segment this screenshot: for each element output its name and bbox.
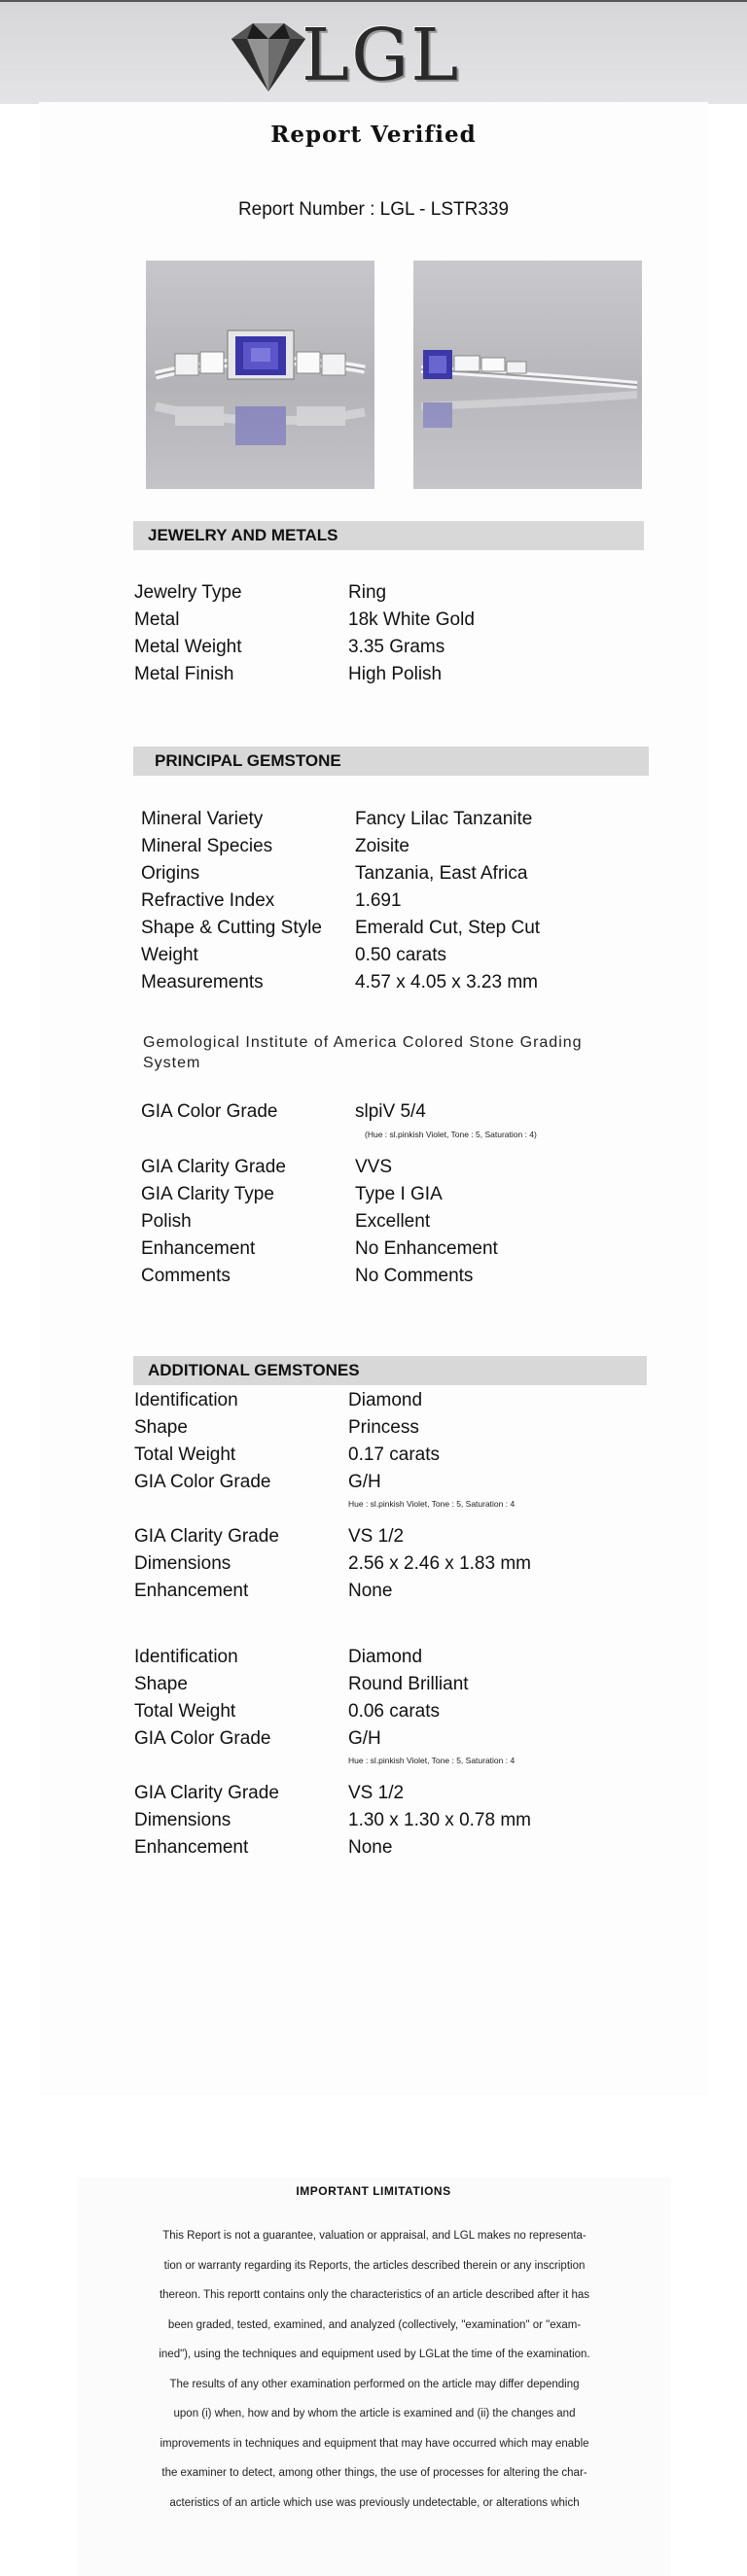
gia-color-grade-value: slpiV 5/4 <box>355 1101 426 1122</box>
stone2-identification-label: Identification <box>134 1647 238 1667</box>
diamond-icon <box>224 17 311 95</box>
jewelry-type-value: Ring <box>348 582 387 603</box>
origins-label: Origins <box>141 863 200 884</box>
limitations-text <box>102 2221 647 2518</box>
stone1-total-weight-value: 0.17 carats <box>348 1445 440 1465</box>
stone1-color-grade-value: G/H <box>348 1472 381 1492</box>
header-bar <box>0 0 747 104</box>
page-title: Report Verified <box>270 122 477 148</box>
gia-color-grade-label: GIA Color Grade <box>141 1101 278 1122</box>
refractive-index-value: 1.691 <box>355 890 402 911</box>
gia-color-grade-note: (Hue : sl.pinkish Violet, Tone : 5, Saturation : 4) <box>365 1130 537 1139</box>
limitations-line: thereon. This reportt contains only the characteristics of an article described after it has <box>159 2289 590 2301</box>
stone2-color-grade-note: Hue : sl.pinkish Violet, Tone : 5, Saturation : 4 <box>348 1756 516 1765</box>
metal-value: 18k White Gold <box>348 609 475 630</box>
limitations-line: tion or warranty regarding its Reports, the articles described therein or any inscription <box>163 2259 586 2272</box>
gia-clarity-type-label: GIA Clarity Type <box>141 1184 274 1204</box>
limitations-line: been graded, tested, examined, and analyzed (collectively, "examination" or "exam- <box>167 2318 582 2331</box>
stone1-shape-value: Princess <box>348 1417 419 1438</box>
logo-text: LGL <box>302 14 461 97</box>
limitations-title: IMPORTANT LIMITATIONS <box>296 2184 451 2198</box>
metal-weight-value: 3.35 Grams <box>348 637 445 657</box>
stone1-dimensions-value: 2.56 x 2.46 x 1.83 mm <box>348 1553 531 1574</box>
weight-value: 0.50 carats <box>355 945 446 965</box>
metal-finish-value: High Polish <box>348 664 443 684</box>
report-number: Report Number : LGL - LSTR339 <box>237 199 510 220</box>
weight-label: Weight <box>141 945 198 965</box>
stone1-shape-label: Shape <box>134 1417 188 1438</box>
limitations-line: improvements in techniques and equipment that may have occurred which may enable <box>160 2437 589 2450</box>
stone1-color-grade-note: Hue : sl.pinkish Violet, Tone : 5, Saturation : 4 <box>348 1499 516 1509</box>
section-additional-gemstones: ADDITIONAL GEMSTONES <box>133 1356 647 1385</box>
ring-photo-side <box>413 261 642 489</box>
origins-value: Tanzania, East Africa <box>355 863 528 884</box>
limitations-line: the examiner to detect, among other things, the use of processes for altering the char- <box>161 2467 587 2479</box>
gia-clarity-grade-label: GIA Clarity Grade <box>141 1157 286 1177</box>
stone2-color-grade-value: G/H <box>348 1728 381 1749</box>
jewelry-type-label: Jewelry Type <box>134 582 242 603</box>
mineral-species-label: Mineral Species <box>141 836 273 856</box>
stone2-shape-value: Round Brilliant <box>348 1674 469 1694</box>
shape-cutting-style-label: Shape & Cutting Style <box>141 918 322 938</box>
mineral-species-value: Zoisite <box>355 836 409 856</box>
section-jewelry-and-metals: JEWELRY AND METALS <box>133 521 644 550</box>
stone1-clarity-label: GIA Clarity Grade <box>134 1526 279 1547</box>
stone1-color-grade-label: GIA Color Grade <box>134 1472 271 1492</box>
enhancement-label: Enhancement <box>141 1238 256 1259</box>
metal-label: Metal <box>134 609 180 630</box>
stone1-identification-label: Identification <box>134 1390 238 1410</box>
stone2-clarity-label: GIA Clarity Grade <box>134 1783 279 1803</box>
limitations-line: acteristics of an article which use was previously undetectable, or alterations which <box>169 2496 580 2509</box>
shape-cutting-style-value: Emerald Cut, Step Cut <box>355 918 541 938</box>
stone2-clarity-value: VS 1/2 <box>348 1783 405 1803</box>
limitations-line: This Report is not a guarantee, valuation or appraisal, and LGL makes no representa- <box>162 2230 587 2242</box>
measurements-value: 4.57 x 4.05 x 3.23 mm <box>355 972 538 992</box>
comments-label: Comments <box>141 1266 231 1286</box>
gia-clarity-grade-value: VVS <box>355 1157 393 1177</box>
metal-weight-label: Metal Weight <box>134 637 242 657</box>
limitations-line: The results of any other examination performed on the article may differ depending <box>169 2378 580 2390</box>
stone1-total-weight-label: Total Weight <box>134 1445 236 1465</box>
stone2-enhancement-value: None <box>348 1837 393 1858</box>
stone2-dimensions-label: Dimensions <box>134 1810 231 1830</box>
polish-label: Polish <box>141 1211 192 1232</box>
comments-value: No Comments <box>355 1266 474 1286</box>
stone2-dimensions-value: 1.30 x 1.30 x 0.78 mm <box>348 1810 531 1830</box>
stone1-dimensions-label: Dimensions <box>134 1553 231 1574</box>
mineral-variety-label: Mineral Variety <box>141 809 264 829</box>
stone2-total-weight-label: Total Weight <box>134 1701 236 1722</box>
stone1-clarity-value: VS 1/2 <box>348 1526 405 1547</box>
lgl-logo <box>224 14 477 97</box>
stone1-identification-value: Diamond <box>348 1390 423 1410</box>
stone1-enhancement-value: None <box>348 1581 393 1601</box>
gia-grading-system-heading: Gemological Institute of America Colored Stone Grading System <box>143 1034 583 1071</box>
stone1-enhancement-label: Enhancement <box>134 1581 249 1601</box>
section-principal-gemstone: PRINCIPAL GEMSTONE <box>133 747 649 776</box>
limitations-line: upon (i) when, how and by whom the article is examined and (ii) the changes and <box>173 2408 576 2419</box>
limitations-line: ined"), using the techniques and equipment used by LGLat the time of the examination. <box>159 2349 590 2360</box>
enhancement-value: No Enhancement <box>355 1238 498 1259</box>
measurements-label: Measurements <box>141 972 264 992</box>
stone2-enhancement-label: Enhancement <box>134 1837 249 1858</box>
ring-photo-front <box>146 261 374 489</box>
polish-value: Excellent <box>355 1211 431 1232</box>
metal-finish-label: Metal Finish <box>134 664 234 684</box>
stone2-shape-label: Shape <box>134 1674 188 1694</box>
stone2-identification-value: Diamond <box>348 1647 423 1667</box>
gia-clarity-type-value: Type I GIA <box>355 1184 443 1204</box>
mineral-variety-value: Fancy Lilac Tanzanite <box>355 809 533 829</box>
stone2-total-weight-value: 0.06 carats <box>348 1701 440 1722</box>
stone2-color-grade-label: GIA Color Grade <box>134 1728 271 1749</box>
refractive-index-label: Refractive Index <box>141 890 275 911</box>
